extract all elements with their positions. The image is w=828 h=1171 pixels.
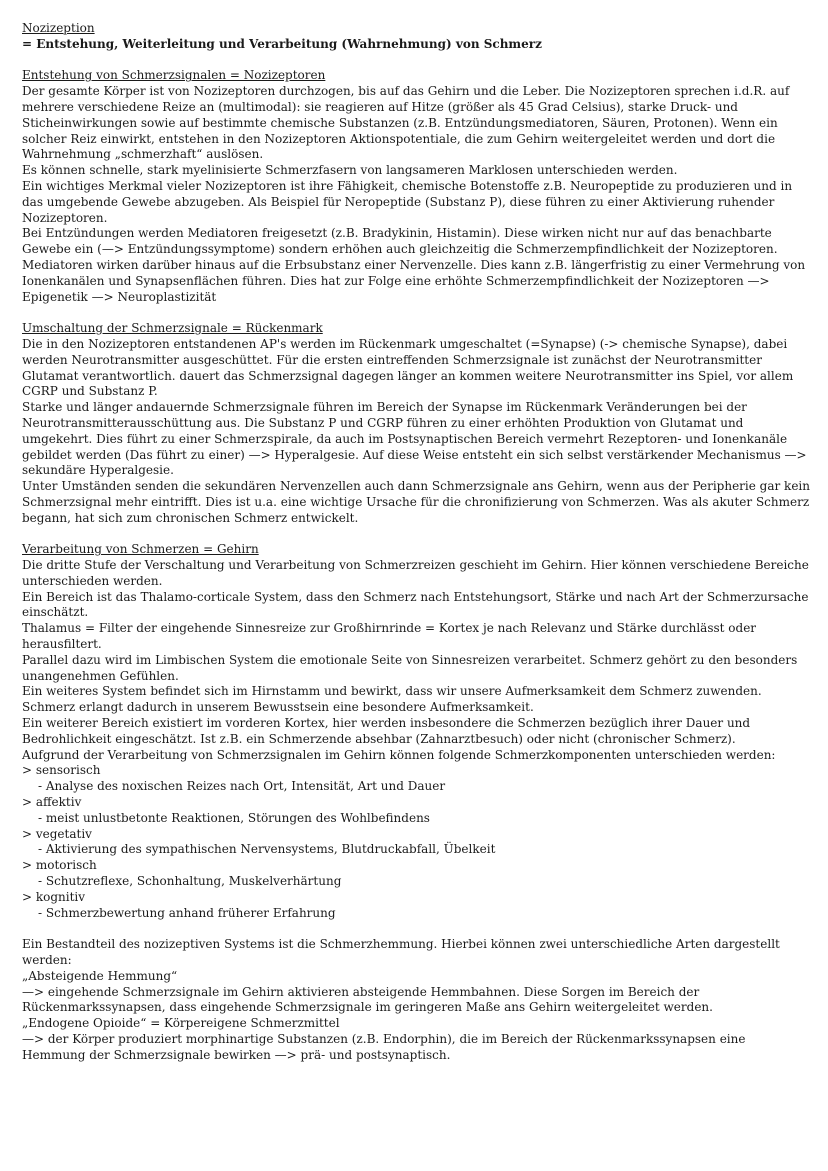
paragraph: Starke und länger andauernde Schmerzsignale führen im Bereich der Synapse im Rückenmark Veränderungen bei der Neurotransmitterausschüttung aus. Die Substanz P und CGRP führen zu einer erhöhten Produktion von Glutamat und umgekehrt. Dies führt zu einer Schmerzspirale, da auch im Postsynaptischen Bereich vermehrt Rezeptoren- und Ionenkanäle gebildet werden (Das führt zu einer) —> Hyperalgesie. Auf diese Weise entsteht ein sich selbst verstärkender Mechanismus —> sekundäre Hyperalgesie. xyxy=(22,400,807,478)
component-name: > vegetativ xyxy=(22,826,92,841)
paragraph: Unter Umständen senden die sekundären Nervenzellen auch dann Schmerzsignale ans Gehirn, wenn aus der Peripherie gar kein Schmerzsignal mehr eintrifft. Dies ist u.a. eine wichtige Ursache für die chronifizierung von Schmerzen. Was als akuter Schmerz begann, hat sich zum chronischen Schmerz entwickelt. xyxy=(22,479,810,525)
section-heading-verarbeitung: Verarbeitung von Schmerzen = Gehirn xyxy=(22,542,259,557)
paragraph: Aufgrund der Verarbeitung von Schmerzsignalen im Gehirn können folgende Schmerzkomponenten unterschieden werden: xyxy=(22,747,776,762)
component-list xyxy=(22,763,812,921)
component-name: > motorisch xyxy=(22,858,97,873)
subheading-endogene-opioide: „Endogene Opioide“ = Körpereigene Schmerzmittel xyxy=(22,1016,340,1031)
document-page xyxy=(22,21,812,1064)
paragraph: Mediatoren wirken darüber hinaus auf die Erbsubstanz einer Nervenzelle. Dies kann z.B. längerfristig zu einer Vermehrung von Ionenkanälen und Synapsenflächen führen. Dies hat zur Folge eine erhöhte Schmerzempfindlichkeit der Nozizeptoren —> Epigenetik —> Neuroplastizität xyxy=(22,257,806,304)
component-desc: - Aktivierung des sympathischen Nervensystems, Blutdruckabfall, Übelkeit xyxy=(38,842,496,857)
paragraph: Bei Entzündungen werden Mediatoren freigesetzt (z.B. Bradykinin, Histamin). Diese wirken nicht nur auf das benachbarte Gewebe ein (—> Entzündungssymptome) sondern erhöhen auch gleichzeitig die Schmerzempfindlichkeit der Nozizeptoren. xyxy=(22,226,778,257)
spacer xyxy=(22,527,812,543)
paragraph: Ein wichtiges Merkmal vieler Nozizeptoren ist ihre Fähigkeit, chemische Botenstoffe z.B. Neuropeptide zu produzieren und in das umgebende Gewebe abzugeben. Als Beispiel für Neropeptide (Substanz P), diese führen zu einer Aktivierung ruhender Nozizeptoren. xyxy=(22,178,793,225)
component-name: > kognitiv xyxy=(22,889,86,904)
paragraph: Der gesamte Körper ist von Nozizeptoren durchzogen, bis auf das Gehirn und die Leber. Die Nozizeptoren sprechen i.d.R. auf mehrere verschiedene Reize an (multimodal): sie reagieren auf Hitze (größer als 45 Grad Celsius), starke Druck- und Sticheinwirkungen sowie auf bestimmte chemische Substanzen (z.B. Entzündungsmediatoren, Säuren, Protonen). Wenn ein solcher Reiz einwirkt, entstehen in den Nozizeptoren Aktionspotentiale, die zum Gehirn weitergeleitet werden und dort die Wahrnehmung „schmerzhaft“ auslösen. xyxy=(22,84,790,162)
spacer xyxy=(22,53,812,69)
paragraph: —> eingehende Schmerzsignale im Gehirn aktivieren absteigende Hemmbahnen. Diese Sorgen im Bereich der Rückenmarkssynapsen, dass eingehende Schmerzsignale im geringeren Maße ans Gehirn weitergeleitet werden. xyxy=(22,984,713,1015)
component-desc: - meist unlustbetonte Reaktionen, Störungen des Wohlbefindens xyxy=(38,810,430,825)
paragraph: Es können schnelle, stark myelinisierte Schmerzfasern von langsameren Marklosen unterschieden werden. xyxy=(22,163,678,178)
section-heading-umschaltung: Umschaltung der Schmerzsignale = Rückenmark xyxy=(22,321,323,336)
paragraph: Ein weiterer Bereich existiert im vorderen Kortex, hier werden insbesondere die Schmerzen bezüglich ihrer Dauer und Bedrohlichkeit eingeschätzt. Ist z.B. ein Schmerzende absehbar (Zahnarztbesuch) oder nicht (chronischer Schmerz). xyxy=(22,716,751,746)
paragraph: Die in den Nozizeptoren entstandenen AP's werden im Rückenmark umgeschaltet (=Synapse) (-> chemische Synapse), dabei werden Neurotransmitter ausgeschüttet. Für die ersten eintreffenden Schmerzsignale ist zunächst der Neurotransmitter Glutamat verantwortlich. dauert das Schmerzsignal dagegen länger an kommen weitere Neurotransmitter ins Spiel, vor allem CGRP und Substanz P. xyxy=(22,336,794,399)
paragraph: Ein weiteres System befindet sich im Hirnstamm und bewirkt, dass wir unsere Aufmerksamkeit dem Schmerz zuwenden. Schmerz erlangt dadurch in unserem Bewusstsein eine besondere Aufmerksamkeit. xyxy=(22,684,762,715)
subheading-absteigende-hemmung: „Absteigende Hemmung“ xyxy=(22,968,178,983)
component-desc: - Schmerzbewertung anhand früherer Erfahrung xyxy=(38,905,336,920)
component-name: > sensorisch xyxy=(22,763,101,778)
spacer xyxy=(22,921,812,937)
paragraph: Ein Bereich ist das Thalamo-corticale System, dass den Schmerz nach Entstehungsort, Stärke und nach Art der Schmerzursache einschätzt. xyxy=(22,589,809,620)
component-desc: - Schutzreflexe, Schonhaltung, Muskelverhärtung xyxy=(38,874,342,889)
doc-subtitle: = Entstehung, Weiterleitung und Verarbeitung (Wahrnehmung) von Schmerz xyxy=(22,36,542,51)
paragraph: Thalamus = Filter der eingehende Sinnesreize zur Großhirnrinde = Kortex je nach Relevanz und Stärke durchlässt oder herausfiltert. xyxy=(22,621,757,652)
paragraph: Die dritte Stufe der Verschaltung und Verarbeitung von Schmerzreizen geschieht im Gehirn. Hier können verschiedene Bereiche unterschieden werden. xyxy=(22,558,809,588)
section-heading-entstehung: Entstehung von Schmerzsignalen = Nozizeptoren xyxy=(22,68,326,83)
component-name: > affektiv xyxy=(22,795,82,810)
component-desc: - Analyse des noxischen Reizes nach Ort, Intensität, Art und Dauer xyxy=(38,779,446,794)
paragraph: Ein Bestandteil des nozizeptiven Systems ist die Schmerzhemmung. Hierbei können zwei unterschiedliche Arten dargestellt werden: xyxy=(22,937,780,968)
spacer xyxy=(22,305,812,321)
doc-title: Nozizeption xyxy=(22,21,95,35)
paragraph: —> der Körper produziert morphinartige Substanzen (z.B. Endorphin), die im Bereich der Rückenmarkssynapsen eine Hemmung der Schmerzsignale bewirken —> prä- und postsynaptisch. xyxy=(22,1032,746,1062)
paragraph: Parallel dazu wird im Limbischen System die emotionale Seite von Sinnesreizen verarbeitet. Schmerz gehört zu den besonders unangenehmen Gefühlen. xyxy=(22,652,798,683)
